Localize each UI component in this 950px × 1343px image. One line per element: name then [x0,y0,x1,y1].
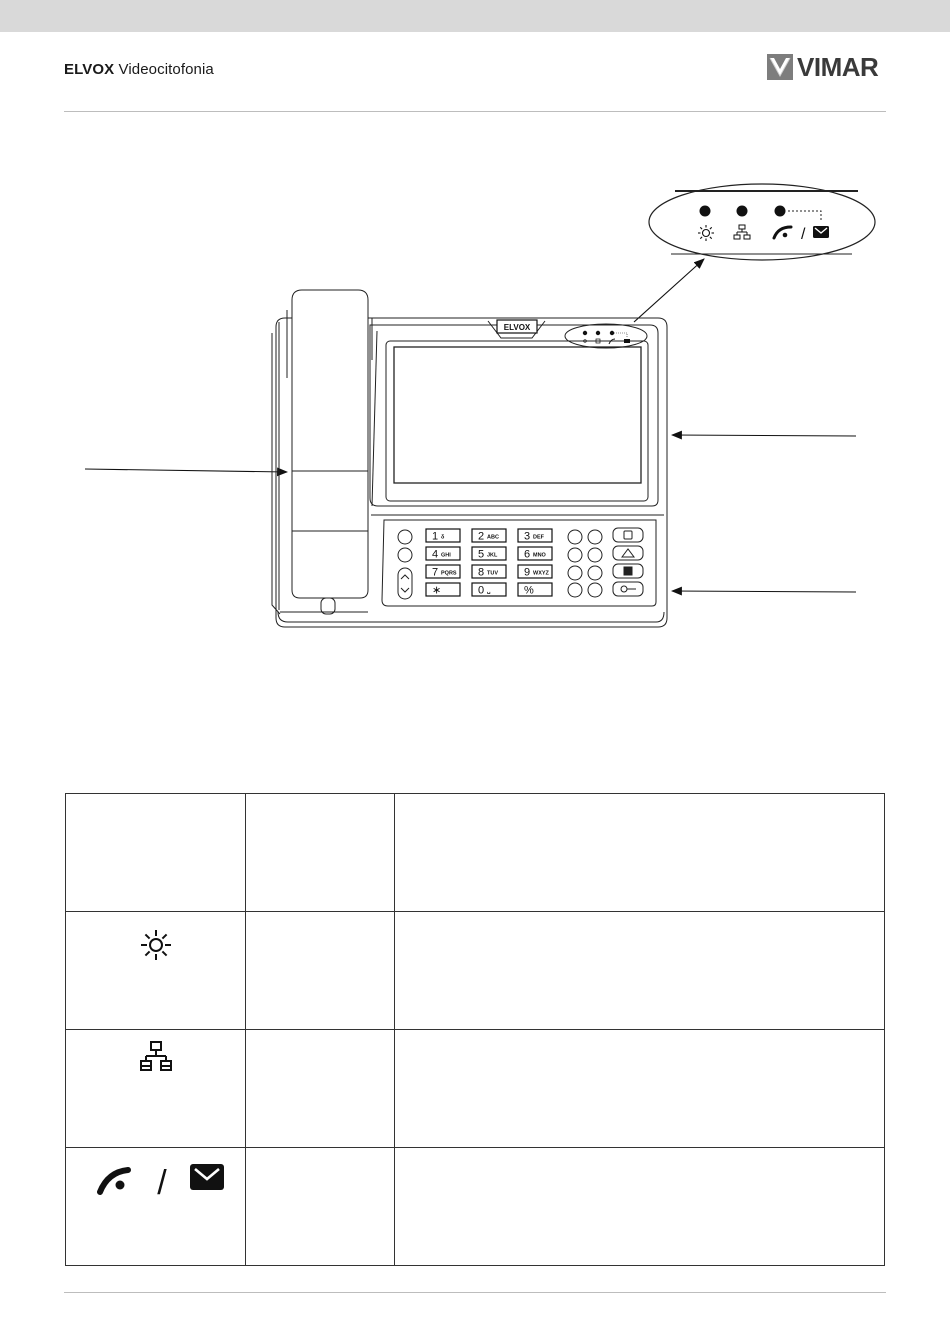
brand-bold: ELVOX [64,61,115,78]
keypad-key-digit: 8 [478,566,485,579]
sun-icon [136,925,176,965]
keypad-key [426,529,460,543]
table-cell [395,794,885,912]
keypad-key-digit: 9 [524,566,531,579]
phone-mail-icon [86,1158,226,1202]
keypad-key-letters: MNO [533,552,546,559]
keypad-key-letters: DEF [533,534,544,541]
table-cell [395,912,885,1030]
table-cell [246,912,395,1030]
phone-icon [100,1170,128,1192]
device-illustration [0,170,950,650]
keypad-key-digit: 4 [432,548,439,561]
keypad-key-letters: δ [441,534,445,541]
keypad-key-digit: 6 [524,548,531,561]
arrow-handset [85,469,287,472]
icon-separator: / [156,1164,167,1202]
keypad-key-digit: 3 [524,530,531,543]
vimar-logo [766,53,888,81]
table-cell-icon [66,794,246,912]
keypad-key-digit: 5 [478,548,485,561]
handset [272,290,372,614]
keypad-key-letters: JKL [487,552,498,559]
table-row [66,794,885,912]
keypad-key [426,583,460,597]
footer-divider [64,1292,886,1293]
keypad-key-letters: GHI [441,552,451,559]
keypad-key [518,583,552,597]
mail-icon [190,1164,224,1190]
led-callout [649,184,875,260]
logo-text: VIMAR [797,52,879,82]
arrow-keypad [672,591,856,592]
keypad-key [426,547,460,561]
table-row [66,912,885,1030]
device-led-panel [565,324,647,348]
brand-rest: Videocitofonia [114,61,214,78]
table-row [66,1030,885,1148]
keypad-key [426,565,460,579]
table-cell [246,794,395,912]
keypad-key-letters: PQRS [441,570,457,577]
table-cell [395,1030,885,1148]
keypad-key [472,565,506,579]
keypad-key [518,529,552,543]
keypad-key [518,547,552,561]
keypad-key-digit: 2 [478,530,485,543]
callout-mail-icon [813,226,829,238]
keypad-key-letters: ␣ [487,588,491,595]
arrow-screen [672,435,856,436]
keypad-key [472,583,506,597]
keypad-key [518,565,552,579]
table-cell [395,1148,885,1266]
vimar-mark-icon [766,53,794,81]
header-divider [64,111,886,112]
keypad-key [472,547,506,561]
table-cell [246,1148,395,1266]
keypad-key [472,529,506,543]
keypad-keys [426,529,552,597]
table-cell-icon [66,912,246,1030]
device-badge-text: ELVOX [503,323,531,332]
keypad-key-digit: 1 [432,530,439,543]
keypad-key-letters: TUV [487,570,498,577]
table-cell [246,1030,395,1148]
keypad-key-letters: ABC [487,534,499,541]
led-table [65,793,885,1266]
table-row [66,1148,885,1266]
keypad-key-letters: WXYZ [533,570,549,577]
keypad-key-digit: % [524,584,534,597]
network-icon [138,1040,174,1076]
table-cell-icon [66,1148,246,1266]
keypad-key-digit: ∗ [432,584,442,597]
arrow-leds [634,259,704,322]
keypad-key-digit: 0 [478,584,485,597]
callout-separator: / [801,226,806,243]
top-bar [0,0,950,32]
keypad-key-digit: 7 [432,566,439,579]
brand-title [64,61,214,78]
table-cell-icon [66,1030,246,1148]
